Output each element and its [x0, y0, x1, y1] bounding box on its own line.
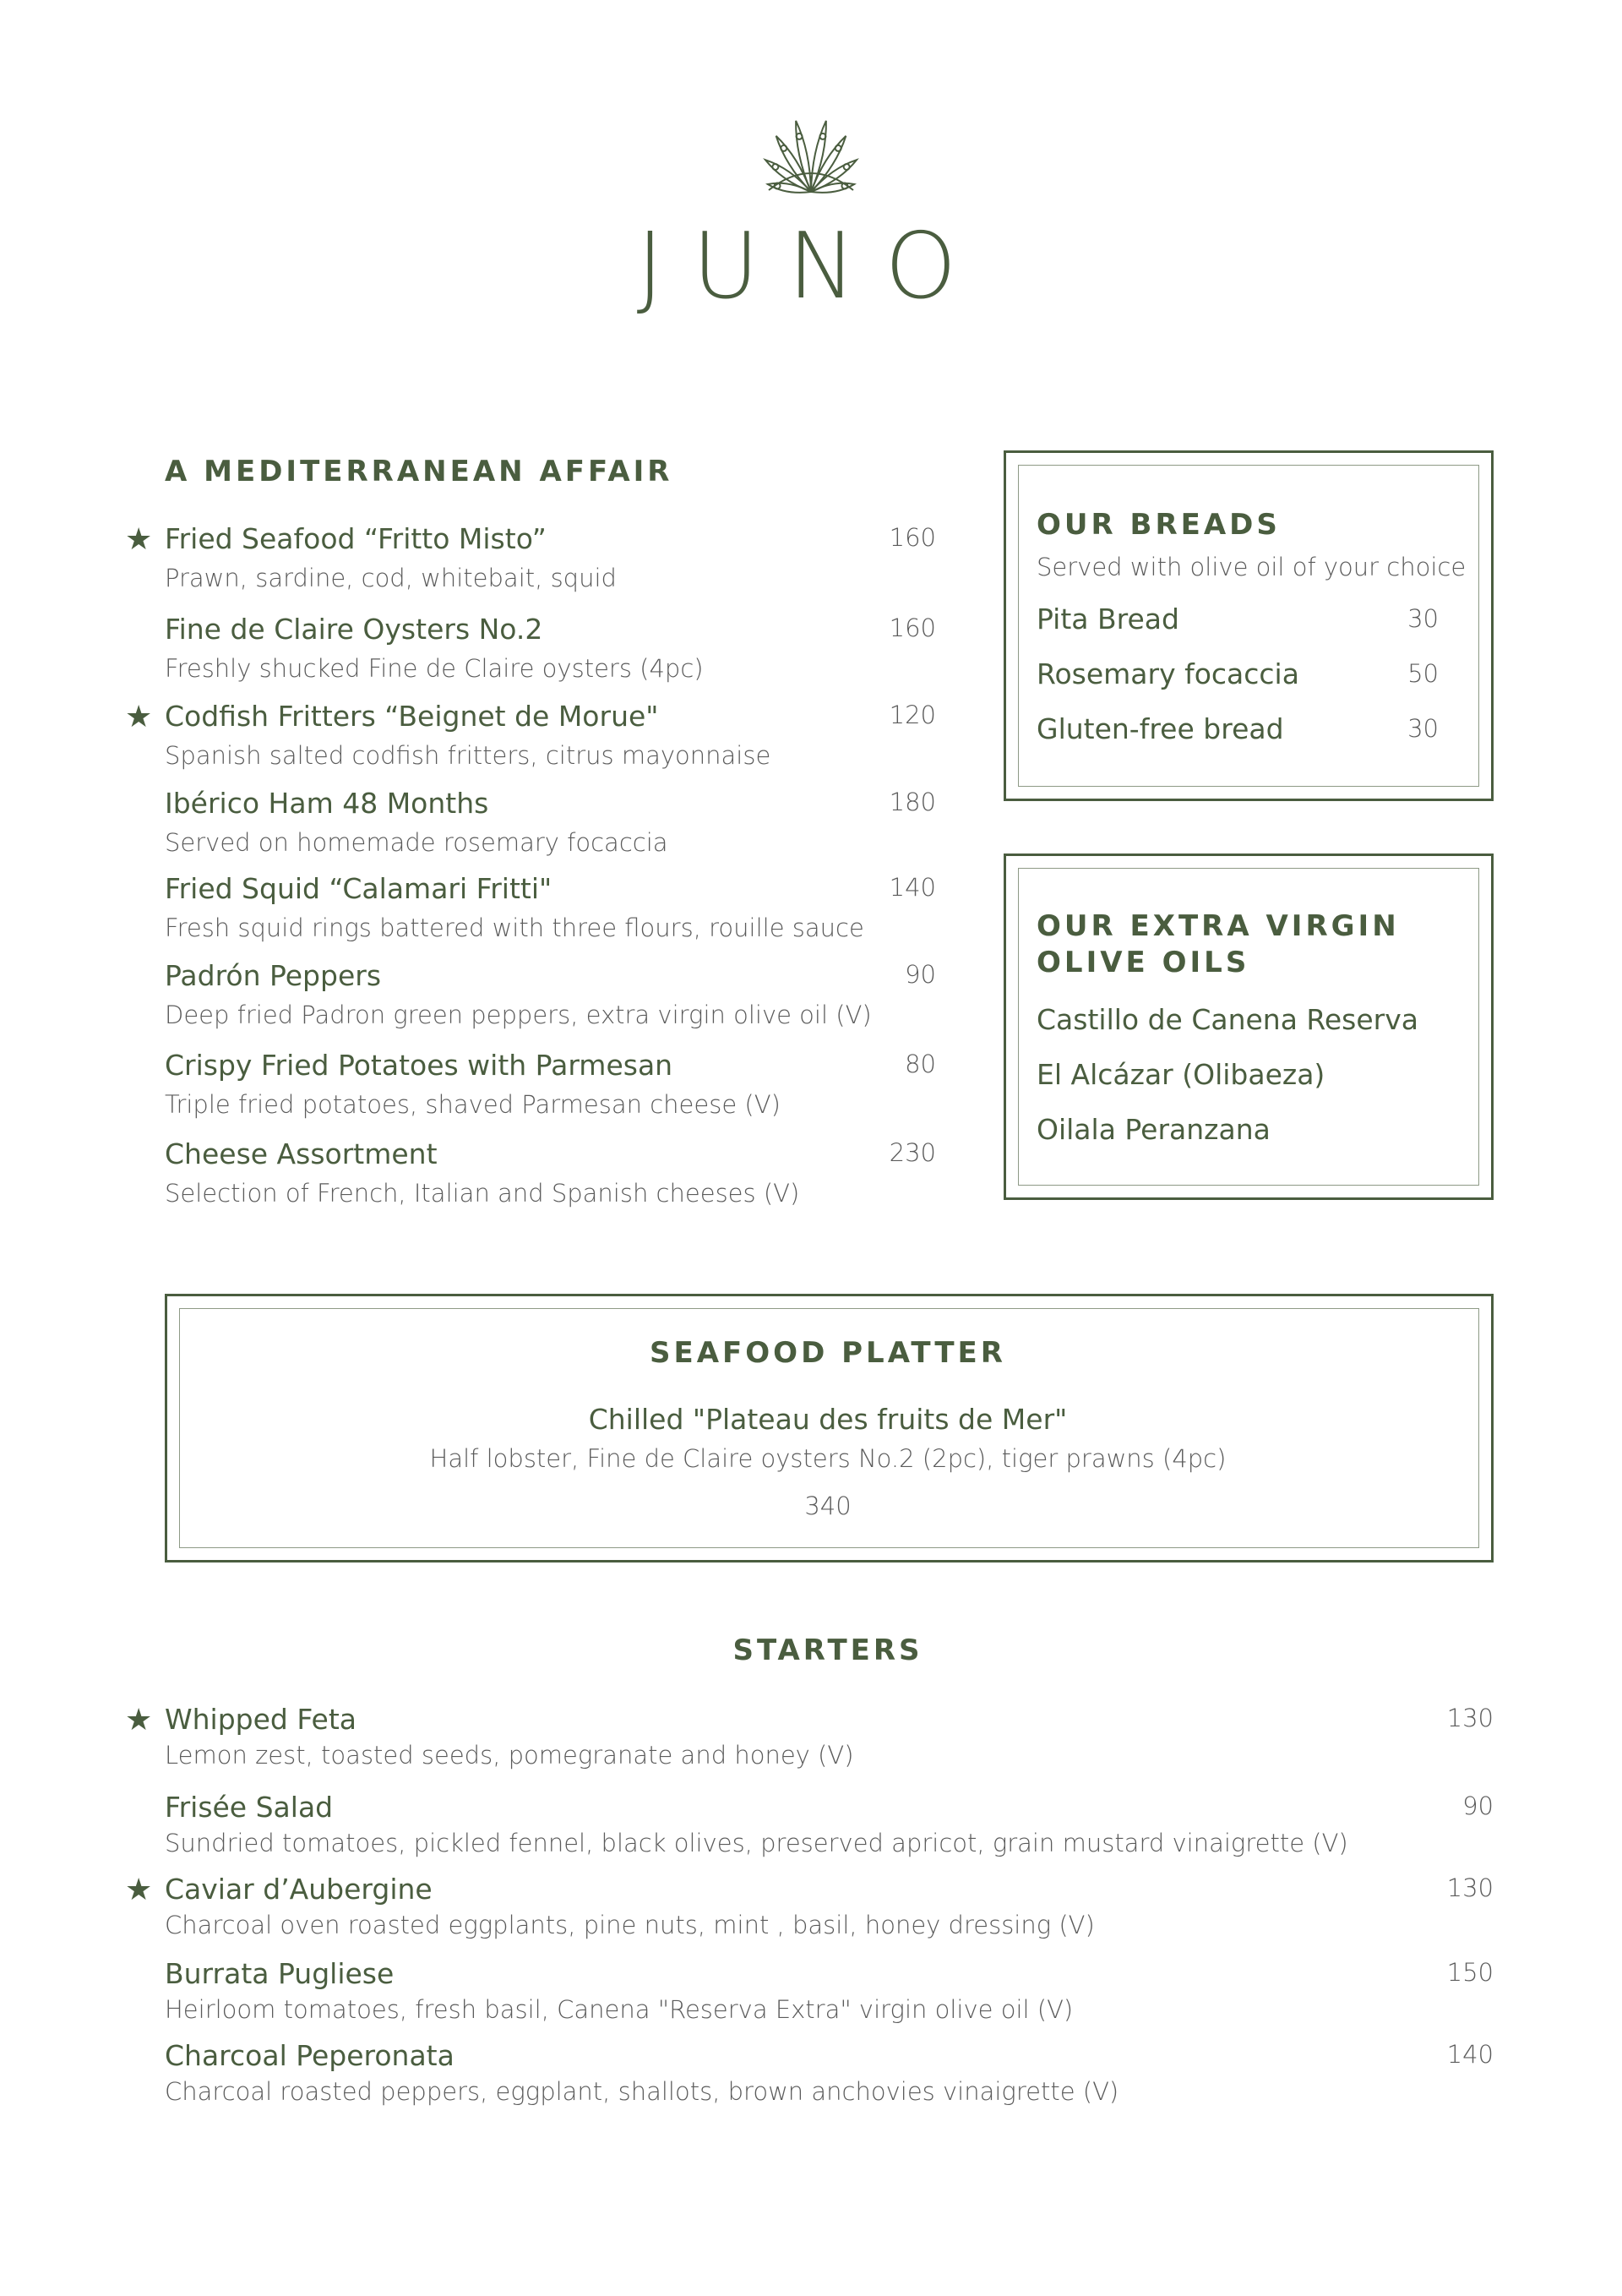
- star-icon: ★: [125, 521, 153, 556]
- platter-price: 340: [804, 1492, 852, 1520]
- star-icon: ★: [125, 1872, 153, 1906]
- item-description: Charcoal oven roasted eggplants, pine nuts, mint , basil, honey dressing (V): [165, 1911, 1095, 1939]
- menu-item: [165, 1957, 1073, 2026]
- olive-oil-name: Castillo de Canena Reserva: [1037, 1003, 1418, 1036]
- bread-name: Gluten-free bread: [1037, 712, 1284, 745]
- olive-oil-name: Oilala Peranzana: [1037, 1113, 1271, 1146]
- menu-item: [165, 1873, 1095, 1942]
- item-name: Whipped Feta: [165, 1703, 357, 1736]
- bread-name: Pita Bread: [1037, 603, 1179, 635]
- star-icon: ★: [125, 699, 153, 734]
- item-description: Heirloom tomatoes, fresh basil, Canena "Reserva Extra" virgin olive oil (V): [165, 1995, 1074, 2024]
- item-description: Selection of French, Italian and Spanish cheeses (V): [165, 1179, 800, 1208]
- item-description: Charcoal roasted peppers, eggplant, shallots, brown anchovies vinaigrette (V): [165, 2077, 1119, 2106]
- item-name: Fried Seafood “Fritto Misto”: [165, 522, 547, 555]
- item-price: 160: [889, 523, 936, 552]
- item-price: 90: [905, 960, 936, 989]
- item-price: 150: [1446, 1958, 1494, 1987]
- platter-description: Half lobster, Fine de Claire oysters No.2 (2pc), tiger prawns (4pc): [429, 1444, 1227, 1473]
- item-price: 230: [889, 1138, 936, 1167]
- item-description: Freshly shucked Fine de Claire oysters (4pc): [165, 654, 704, 683]
- menu-item: [165, 613, 704, 685]
- item-price: 120: [889, 701, 936, 729]
- menu-item: [165, 787, 668, 859]
- item-description: Lemon zest, toasted seeds, pomegranate and honey (V): [165, 1741, 854, 1770]
- item-description: Triple fried potatoes, shaved Parmesan cheese (V): [165, 1090, 781, 1119]
- item-price: 140: [1446, 2040, 1494, 2069]
- menu-item: [165, 872, 864, 945]
- item-price: 130: [1446, 1704, 1494, 1732]
- breads-subtitle: Served with olive oil of your choice: [1037, 553, 1467, 581]
- breads-title: OUR BREADS: [1037, 508, 1281, 542]
- item-name: Frisée Salad: [165, 1791, 334, 1824]
- item-name: Fine de Claire Oysters No.2: [165, 613, 543, 646]
- menu-item: [165, 1703, 854, 1772]
- item-description: Prawn, sardine, cod, whitebait, squid: [165, 564, 617, 592]
- menu-item: [165, 2039, 1119, 2108]
- peacock-fan-icon: [743, 106, 879, 199]
- item-price: 130: [1446, 1873, 1494, 1902]
- brand-name: JUNO: [636, 214, 986, 319]
- mediterranean-title: A MEDITERRANEAN AFFAIR: [165, 455, 673, 488]
- item-name: Charcoal Peperonata: [165, 2039, 454, 2072]
- menu-item: [165, 522, 617, 595]
- bread-price: 30: [1407, 604, 1439, 633]
- menu-item: [165, 700, 770, 772]
- menu-item: [165, 1791, 1348, 1860]
- platter-name: Chilled "Plateau des fruits de Mer": [588, 1403, 1068, 1436]
- star-icon: ★: [125, 1702, 153, 1737]
- olive-oils-title: OUR EXTRA VIRGIN OLIVE OILS: [1037, 909, 1400, 979]
- menu-item: [165, 1049, 781, 1121]
- item-name: Padrón Peppers: [165, 959, 382, 992]
- item-description: Served on homemade rosemary focaccia: [165, 828, 668, 857]
- item-name: Fried Squid “Calamari Fritti": [165, 872, 552, 905]
- bread-name: Rosemary focaccia: [1037, 657, 1299, 690]
- item-name: Caviar d’Aubergine: [165, 1873, 433, 1906]
- bread-price: 30: [1407, 714, 1439, 743]
- item-description: Deep fried Padron green peppers, extra virgin olive oil (V): [165, 1001, 872, 1029]
- item-name: Burrata Pugliese: [165, 1957, 395, 1990]
- item-name: Crispy Fried Potatoes with Parmesan: [165, 1049, 673, 1082]
- item-price: 140: [889, 873, 936, 902]
- item-description: Sundried tomatoes, pickled fennel, black olives, preserved apricot, grain mustard vinaigrette (V): [165, 1829, 1348, 1857]
- seafood-platter-title: SEAFOOD PLATTER: [650, 1336, 1006, 1370]
- item-price: 80: [905, 1050, 936, 1078]
- menu-item: [165, 1137, 799, 1210]
- olive-oil-name: El Alcázar (Olibaeza): [1037, 1058, 1325, 1091]
- menu-item: [165, 959, 872, 1032]
- item-description: Fresh squid rings battered with three flours, rouille sauce: [165, 913, 864, 942]
- item-name: Ibérico Ham 48 Months: [165, 787, 489, 820]
- item-price: 90: [1462, 1792, 1494, 1820]
- item-price: 160: [889, 614, 936, 642]
- item-name: Codfish Fritters “Beignet de Morue": [165, 700, 659, 733]
- item-description: Spanish salted codfish fritters, citrus mayonnaise: [165, 741, 771, 770]
- item-name: Cheese Assortment: [165, 1137, 438, 1170]
- starters-title: STARTERS: [732, 1633, 923, 1667]
- item-price: 180: [889, 788, 936, 816]
- bread-price: 50: [1407, 659, 1439, 688]
